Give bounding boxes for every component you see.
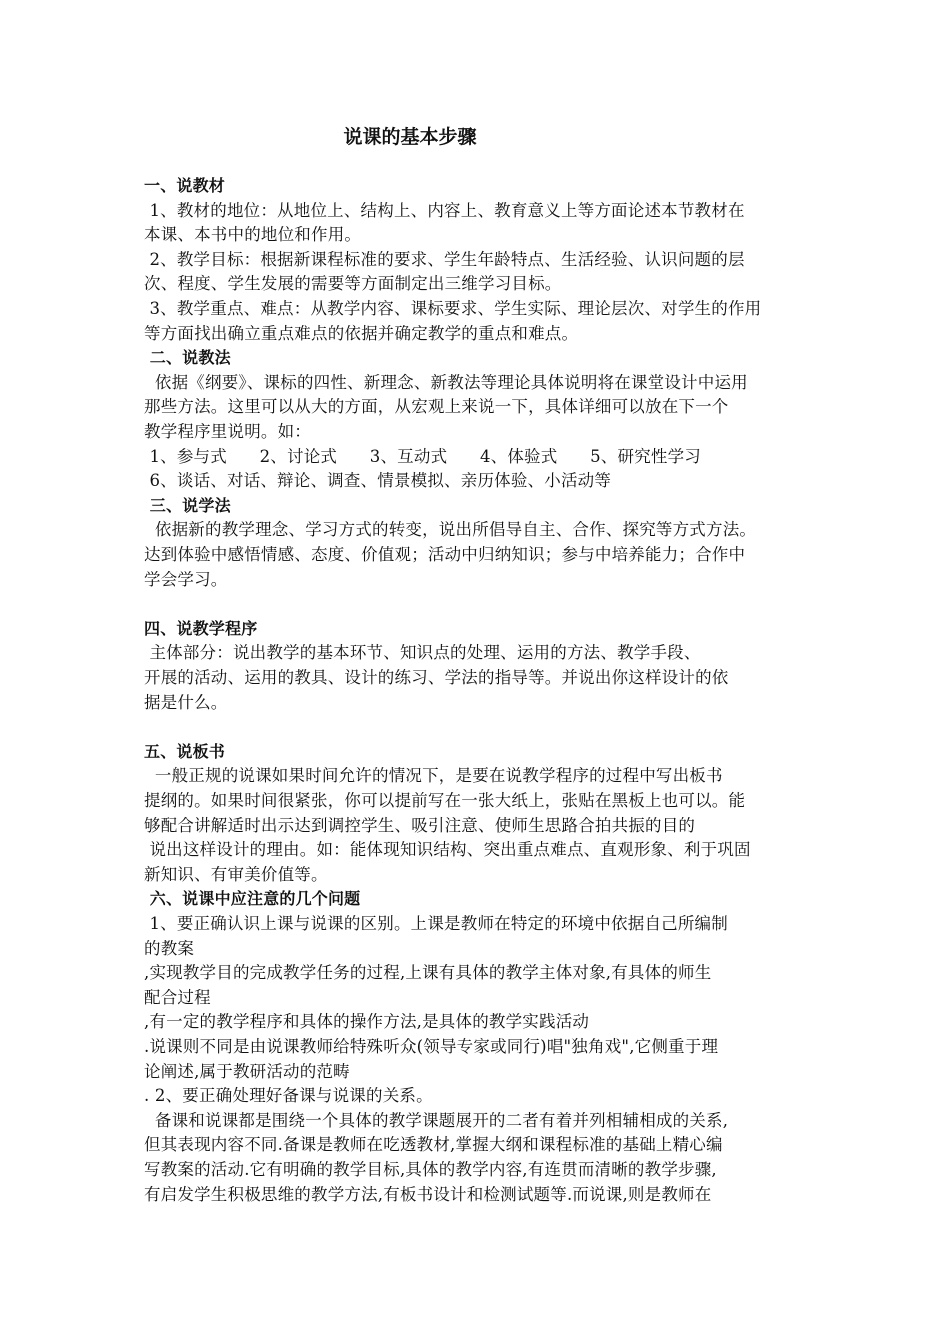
text-line: ,实现教学目的完成教学任务的过程,上课有具体的教学主体对象,有具体的师生 (144, 963, 712, 983)
text-line: 有启发学生积极思维的教学方法,有板书设计和检测试题等.而说课,则是教师在 (144, 1184, 712, 1204)
section-heading: 三、说学法 (144, 495, 231, 515)
text-line: ,有一定的教学程序和具体的操作方法,是具体的教学实践活动 (144, 1012, 590, 1032)
section-heading: 四、说教学程序 (144, 618, 258, 638)
section-heading: 二、说教法 (144, 348, 231, 368)
text-line: 1、参与式 2、讨论式 3、互动式 4、体验式 5、研究性学习 (144, 446, 702, 466)
text-line: 论阐述,属于教研活动的范畴 (144, 1061, 350, 1081)
text-line: 新知识、有审美价值等。 (144, 864, 328, 884)
text-line: 一般正规的说课如果时间允许的情况下，是要在说教学程序的过程中写出板书 (144, 766, 723, 786)
text-line: 够配合讲解适时出示达到调控学生、吸引注意、使师生思路合拍共振的目的 (144, 815, 696, 835)
text-line: 依据新的教学理念、学习方式的转变，说出所倡导自主、合作、探究等方式方法。 (144, 520, 757, 540)
text-line: 但其表现内容不同.备课是教师在吃透教材,掌握大纲和课程标准的基础上精心编 (144, 1135, 723, 1155)
text-line: 1、要正确认识上课与说课的区别。上课是教师在特定的环境中依据自己所编制 (144, 914, 728, 933)
text-line: 开展的活动、运用的教具、设计的练习、学法的指导等。并说出你这样设计的依 (144, 668, 729, 687)
text-line: 1、教材的地位：从地位上、结构上、内容上、教育意义上等方面论述本节教材在 (144, 200, 745, 220)
text-line: 依据《纲要》、课标的四性、新理念、新教法等理论具体说明将在课堂设计中运用 (144, 372, 748, 392)
section-heading: 五、说板书 (144, 741, 226, 761)
section-heading: 一、说教材 (144, 176, 226, 195)
text-line: 6、谈话、对话、辩论、调查、情景模拟、亲历体验、小活动等 (144, 471, 612, 491)
text-line: . 2、要正确处理好备课与说课的关系。 (144, 1086, 433, 1106)
text-line: 备课和说课都是围绕一个具体的教学课题展开的二者有着并列相辅相成的关系, (144, 1110, 729, 1130)
section-heading: 六、说课中应注意的几个问题 (144, 889, 361, 909)
text-line: 本课、本书中的地位和作用。 (144, 225, 362, 245)
text-line: 2、教学目标：根据新课程标准的要求、学生年龄特点、生活经验、认识问题的层 (144, 249, 745, 269)
text-line: 等方面找出确立重点难点的依据并确定教学的重点和难点。 (144, 323, 579, 343)
text-line: 次、程度、学生发展的需要等方面制定出三维学习目标。 (144, 274, 562, 294)
text-line: 写教案的活动.它有明确的教学目标,具体的教学内容,有连贯而清晰的教学步骤, (144, 1160, 717, 1179)
text-line: 3、教学重点、难点：从教学内容、课标要求、学生实际、理论层次、对学生的作用 (144, 299, 762, 318)
text-line: 那些方法。这里可以从大的方面，从宏观上来说一下，具体详细可以放在下一个 (144, 397, 729, 417)
text-line: 的教案 (144, 938, 195, 958)
text-line: 配合过程 (144, 987, 211, 1007)
text-line: 教学程序里说明。如： (144, 422, 311, 441)
text-line: 达到体验中感悟情感、态度、价值观；活动中归纳知识；参与中培养能力；合作中 (144, 545, 746, 564)
text-line: 提纲的。如果时间很紧张，你可以提前写在一张大纸上，张贴在黑板上也可以。能 (144, 791, 746, 810)
text-line: 据是什么。 (144, 692, 228, 712)
text-line: 学会学习。 (144, 569, 228, 589)
text-line: .说课则不同是由说课教师给特殊听众(领导专家或同行)唱"独角戏",它侧重于理 (144, 1037, 719, 1056)
text-line: 主体部分：说出教学的基本环节、知识点的处理、运用的方法、教学手段、 (144, 643, 701, 663)
text-line: 说出这样设计的理由。如：能体现知识结构、突出重点难点、直观形象、利于巩固 (144, 840, 751, 860)
page-title: 说课的基本步骤 (343, 126, 477, 148)
